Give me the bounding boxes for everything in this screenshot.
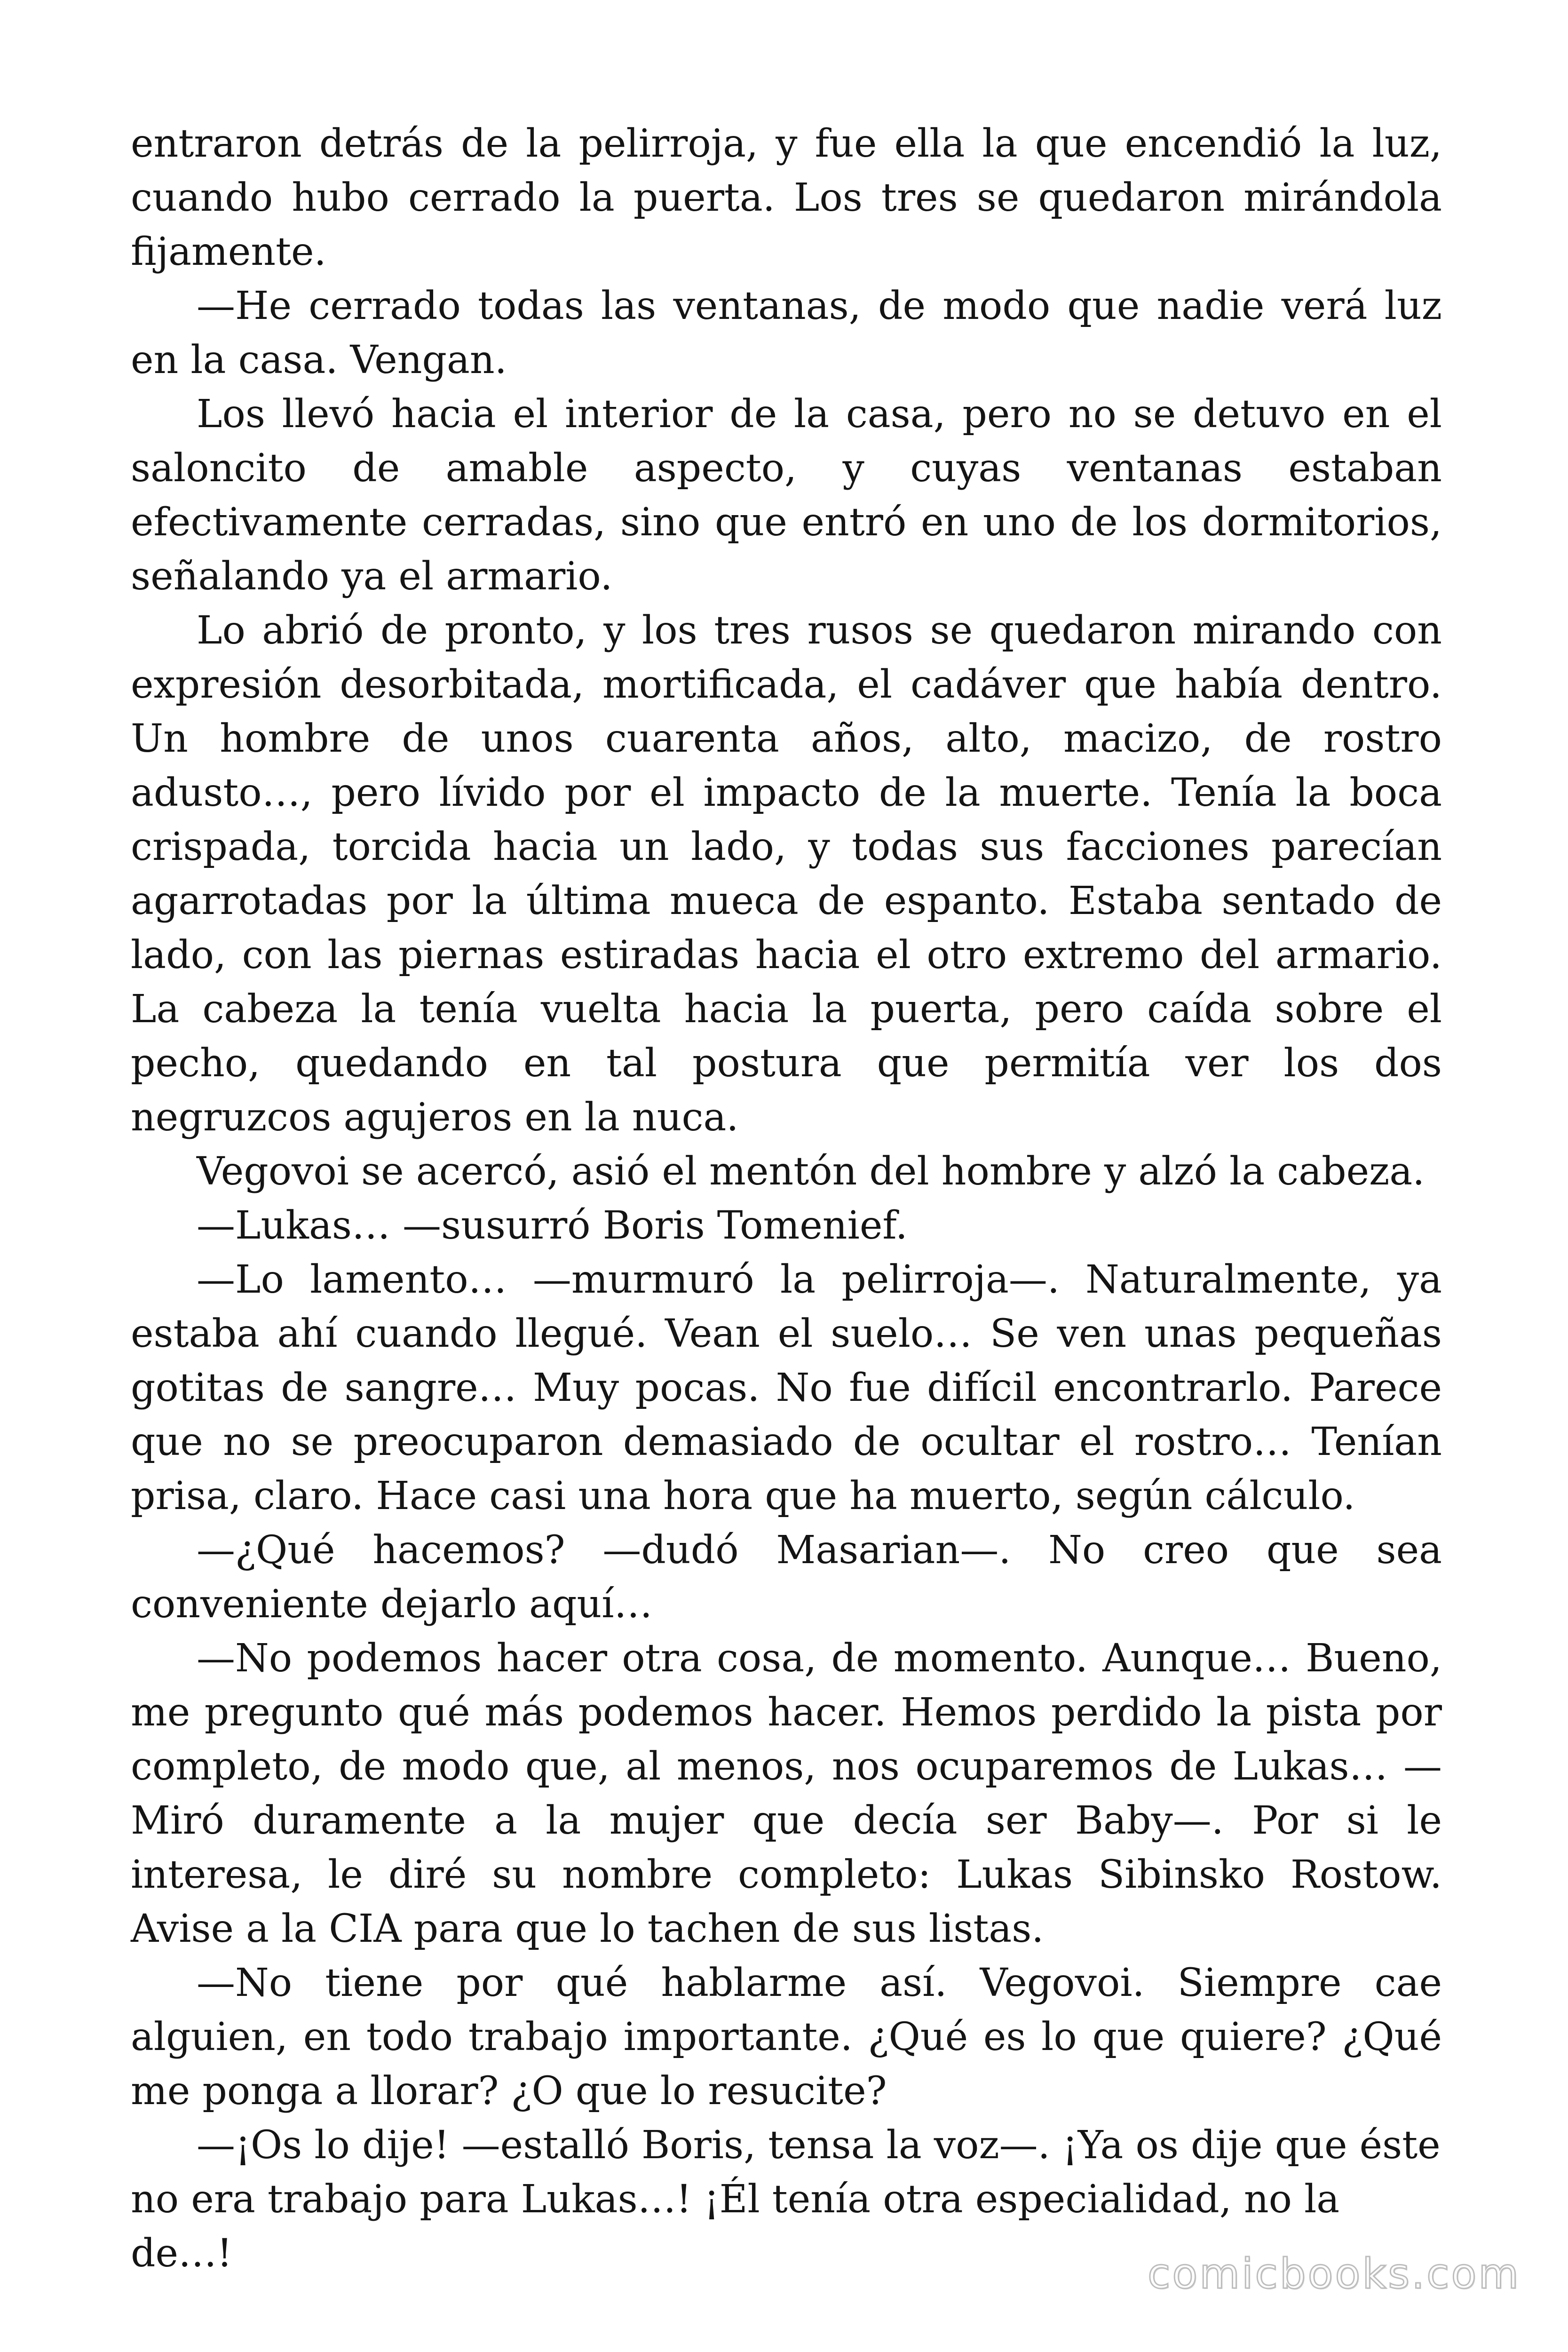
- paragraph-11: —¡Os lo dije! —estalló Boris, tensa la voz—. ¡Ya os dije que éste no era trabajo para Lukas…! ¡Él tenía otra especialidad, no la de…!: [131, 2123, 1441, 2276]
- paragraph-7: —Lo lamento… —murmuró la pelirroja—. Naturalmente, ya estaba ahí cuando llegué. Vean el suelo… Se ven unas pequeñas gotitas de sangre… Muy pocas. No fue difícil encontrarlo. Parece que no se preocuparon demasiado de ocultar el rostro… Tenían prisa, claro. Hace casi una hora que ha muerto, según cálculo.: [131, 1257, 1442, 1518]
- paragraph-2: —He cerrado todas las ventanas, de modo que nadie verá luz en la casa. Vengan.: [131, 284, 1442, 382]
- paragraph-6: —Lukas… —susurró Boris Tomenief.: [197, 1203, 908, 1248]
- paragraph-10: —No tiene por qué hablarme así. Vegovoi. Siempre cae alguien, en todo trabajo importante. ¿Qué es lo que quiere? ¿Qué me ponga a llorar? ¿O que lo resucite?: [131, 1961, 1442, 2114]
- paragraph-8: —¿Qué hacemos? —dudó Masarian—. No creo que sea conveniente dejarlo aquí…: [131, 1528, 1442, 1627]
- paragraph-9: —No podemos hacer otra cosa, de momento. Aunque… Bueno, me pregunto qué más podemos hacer. Hemos perdido la pista por completo, de modo que, al menos, nos ocuparemos de Lukas… —Miró duramente a la mujer que decía ser Baby—. Por si le interesa, le diré su nombre completo: Lukas Sibinsko Rostow. Avise a la CIA para que lo tachen de sus listas.: [131, 1636, 1442, 1951]
- book-page-text: [131, 117, 1442, 2280]
- paragraph-1: entraron detrás de la pelirroja, y fue ella la que encendió la luz, cuando hubo cerrado la puerta. Los tres se quedaron mirándola fijamente.: [131, 121, 1442, 274]
- paragraph-3: Los llevó hacia el interior de la casa, pero no se detuvo en el saloncito de amable aspecto, y cuyas ventanas estaban efectivamente cerradas, sino que entró en uno de los dormitorios, señalando ya el armario.: [131, 392, 1442, 599]
- paragraph-4: Lo abrió de pronto, y los tres rusos se quedaron mirando con expresión desorbitada, mortificada, el cadáver que había dentro. Un hombre de unos cuarenta años, alto, macizo, de rostro adusto…, pero lívido por el impacto de la muerte. Tenía la boca crispada, torcida hacia un lado, y todas sus facciones parecían agarrotadas por la última mueca de espanto. Estaba sentado de lado, con las piernas estiradas hacia el otro extremo del armario. La cabeza la tenía vuelta hacia la puerta, pero caída sobre el pecho, quedando en tal postura que permitía ver los dos negruzcos agujeros en la nuca.: [131, 608, 1442, 1140]
- paragraph-5: Vegovoi se acercó, asió el mentón del hombre y alzó la cabeza.: [197, 1149, 1425, 1194]
- watermark: comicbooks.com: [1148, 2249, 1521, 2298]
